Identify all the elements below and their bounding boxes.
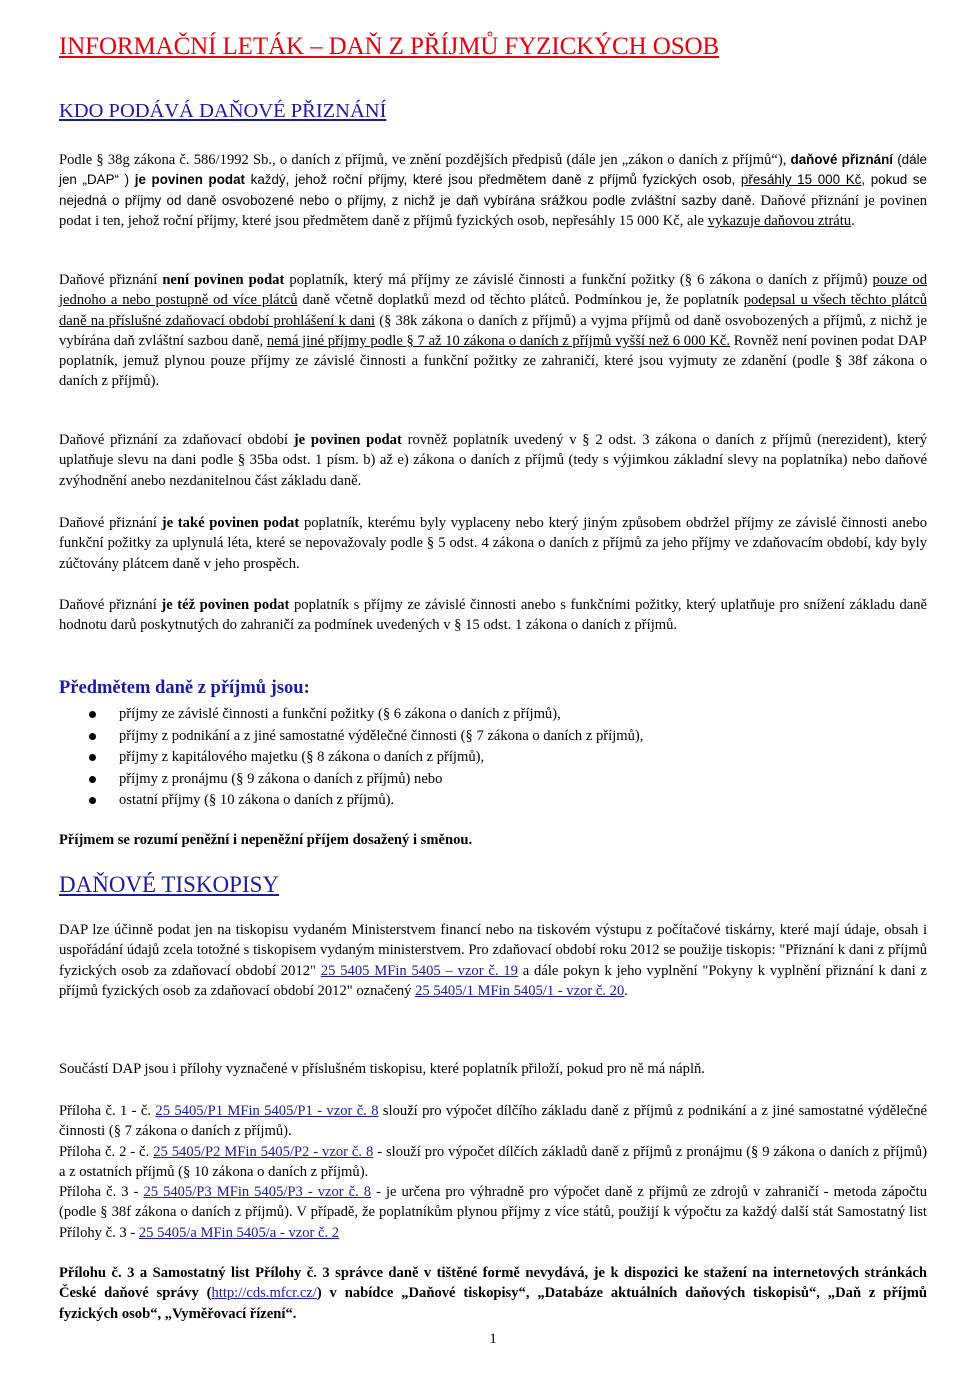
form-link-appendix-3[interactable]: 25 5405/P3 MFin 5405/P3 - vzor č. 8 (143, 1184, 372, 1201)
text-underlined: pouze od jednoho a nebo postupně od více plátců (59, 272, 927, 309)
text-bold: je též povinen podat (161, 597, 290, 613)
list-item-text: příjmy z pronájmu (§ 9 zákona o daních z příjmů) nebo (119, 770, 443, 787)
text-bold: je povinen podat (134, 172, 245, 188)
text: - je určena pro výhradně pro výpočet daně z příjmů ze zdrojů v zahraničí - metoda zápočtu (podle § 38f zákona o daních z příjmů). V případě, že poplatníkům plynou příjmy z více států, použijí k výpočtu za každý další stát Samostatný list Přílohy č. 3 - (59, 1184, 927, 1241)
income-note: Příjmem se rozumí peněžní i nepeněžní příjem dosažený i směnou. (59, 832, 473, 848)
text: , pokud se nejedná o příjmy od daně osvobozené nebo o příjmy, z nichž je daň vybírána srážkou podle zvláštní sazby daně. (59, 172, 928, 208)
paragraph-attachments: Součástí DAP jsou i přílohy vyznačené v příslušném tiskopisu, které poplatník přiloží, pokud pro ně má náplň. (59, 1061, 705, 1077)
list-item-text: příjmy z podnikání a z jiné samostatné výdělečné činnosti (§ 7 zákona o daních z příjmů), (119, 727, 644, 744)
subject-list (59, 704, 927, 812)
paragraph-past-years (59, 513, 927, 574)
text-bold: je povinen podat (293, 432, 402, 448)
section-heading-subject: Předmětem daně z příjmů jsou: (59, 678, 310, 698)
page-number: 1 (489, 1331, 497, 1347)
text: Daňové přiznání (59, 515, 162, 531)
text: Daňové přiznání (59, 272, 163, 288)
paragraph-download (59, 1263, 927, 1324)
text-bold: není povinen podat (162, 272, 285, 288)
text-underlined: nemá jiné příjmy podle § 7 až 10 zákona o daních z příjmů vyšší než 6 000 Kč. (266, 332, 731, 349)
text-bold: daňové přiznání (790, 152, 893, 167)
text: (§ 38k zákona o daních z příjmů) a vyjma příjmů od daně osvobozených a příjmů, z nichž je vybírána daň zvláštní sazbou daně, (59, 312, 927, 349)
text: . (851, 212, 855, 229)
page-title: INFORMAČNÍ LETÁK – DAŇ Z PŘÍJMŮ FYZICKÝCH OSOB (59, 33, 720, 60)
text: slouží pro výpočet dílčího základu daně z příjmů z podnikání a z jiné samostatné výdělečné činnosti (§ 7 zákona o daních z příjmů). (59, 1103, 927, 1140)
text: Přílohu č. 3 a Samostatný list Přílohy č. 3 správce daně v tištěné formě nevydává, je k dispozici ke stažení na internetových stránkách České daňové správy ( (59, 1265, 927, 1302)
text: daně včetně doplatků mezd od těchto plátců. Podmínkou je, že poplatník (297, 292, 744, 309)
form-link-dap[interactable]: 25 5405 MFin 5405 – vzor č. 19 (320, 962, 518, 979)
paragraph-forms (59, 920, 927, 1001)
form-link-instructions[interactable]: 25 5405/1 MFin 5405/1 - vzor č. 20 (415, 982, 625, 999)
text-underlined: podepsal u všech těchto plátců daně na příslušné zdaňovací období prohlášení k dani (59, 292, 927, 329)
bullet-icon (89, 711, 96, 718)
text: Daňové přiznání za zdaňovací období (59, 432, 294, 448)
text: . (624, 982, 628, 999)
text: a dále pokyn k jeho vyplnění "Pokyny k vyplnění přiznání k dani z příjmů fyzických osob za zdaňovací období 2012" označený (59, 962, 927, 999)
list-item (59, 726, 927, 748)
text: poplatník, kterému byly vyplaceny nebo který jiným způsobem obdržel příjmy ze závislé činnosti anebo funkční požitky za uplynulá léta, které se nepovažovaly podle § 5 odst. 4 zákona o daních z příjmů za jeho příjmy ve zdaňovacím období, kdy byly zúčtovány plátcem daně v jeho prospěch. (59, 515, 927, 572)
form-link-separate-sheet[interactable]: 25 5405/a MFin 5405/a - vzor č. 2 (138, 1224, 340, 1241)
section-heading-forms: DAŇOVÉ TISKOPISY (59, 872, 280, 897)
paragraph-not-obliged (59, 270, 927, 392)
paragraph-appendices (59, 1101, 927, 1243)
paragraph-nonresident (59, 430, 927, 491)
text: Podle § 38g zákona č. 586/1992 Sb., o daních z příjmů, ve znění pozdějších předpisů (dále jen „zákon o daních z příjmů“), (59, 152, 791, 168)
text: (dále jen „DAP“ ) (59, 152, 927, 188)
text: Příloha č. 2 - č. (59, 1143, 154, 1160)
form-link-appendix-1[interactable]: 25 5405/P1 MFin 5405/P1 - vzor č. 8 (155, 1103, 379, 1119)
text: poplatník, který má příjmy ze závislé činnosti a funkční požitky (§ 6 zákona o daních z příjmů) (284, 272, 873, 288)
text: každý, jehož roční příjmy, které jsou předmětem daně z příjmů fyzických osob, (244, 172, 741, 188)
list-item (59, 704, 927, 726)
text: ) v nabídce „Daňové tiskopisy“, „Databáze aktuálních daňových tiskopisů“, „Daň z příjmů fyzických osob“, „Vyměřovací řízení“. (59, 1285, 928, 1322)
list-item-text: příjmy ze závislé činnosti a funkční požitky (§ 6 zákona o daních z příjmů), (119, 706, 561, 722)
text-bold: je také povinen podat (161, 515, 300, 531)
list-item (59, 747, 927, 769)
text: Rovněž není povinen podat DAP poplatník, jemuž plynou pouze příjmy ze závislé činnosti a funkční požitky ze zahraničí, které jsou vyjmuty ze zdanění (podle § 38f zákona o daních z příjmů). (59, 332, 927, 390)
paragraph-gifts-abroad (59, 595, 927, 636)
text: - slouží pro výpočet dílčích základů daně z příjmů z pronájmu (§ 9 zákona o daních z příjmů) a z ostatních příjmů (§ 10 zákona o daních z příjmů). (59, 1143, 927, 1180)
text: Příloha č. 3 - (59, 1184, 144, 1201)
text-underlined: přesáhly 15 000 Kč (740, 172, 862, 188)
text: DAP lze účinně podat jen na tiskopisu vydaném Ministerstvem financí nebo na tiskovém výstupu z počítačové tiskárny, které mají údaje, obsah i uspořádání údajů zcela totožné s tiskopisem vydaným ministerstvem. Pro zdaňovací období roku 2012 se použije tiskopis: "Přiznání k dani z příjmů fyzických osob za zdaňovací období 2012" (59, 922, 927, 979)
cds-website-link[interactable]: http://cds.mfcr.cz/ (211, 1285, 317, 1302)
bullet-icon (89, 754, 96, 761)
list-item (59, 790, 927, 812)
text: rovněž poplatník uvedený v § 2 odst. 3 zákona o daních z příjmů (nerezident), který uplatňuje slevu na dani podle § 35ba odst. 1 písm. b) až e) zákona o daních z příjmů (tedy s výjimkou základní slevy na poplatníka) nebo daňové zvýhodnění anebo nezdanitelnou část základu daně. (59, 432, 927, 489)
list-item-text: příjmy z kapitálového majetku (§ 8 zákona o daních z příjmů), (119, 749, 485, 765)
section-heading-who-files: KDO PODÁVÁ DAŇOVÉ PŘIZNÁNÍ (59, 100, 387, 122)
text: Příloha č. 1 - č. (59, 1103, 156, 1119)
bullet-icon (89, 776, 96, 783)
text: poplatník s příjmy ze závislé činnosti anebo s funkčními požitky, který uplatňuje pro snížení základu daně hodnotu darů poskytnutých do zahraničí za podmínek uvedených v § 15 odst. 1 zákona o daních z příjmů. (59, 597, 927, 634)
paragraph-who-files (59, 150, 927, 231)
text: Daňové přiznání je povinen podat i ten, jehož roční příjmy, které jsou předmětem daně z příjmů fyzických osob, nepřesáhly 15 000 Kč, ale (59, 192, 928, 229)
text: Daňové přiznání (59, 597, 162, 613)
text-underlined: vykazuje daňovou ztrátu (707, 212, 852, 229)
form-link-appendix-2[interactable]: 25 5405/P2 MFin 5405/P2 - vzor č. 8 (153, 1143, 374, 1160)
bullet-icon (89, 733, 96, 740)
list-item (59, 769, 927, 791)
list-item-text: ostatní příjmy (§ 10 zákona o daních z příjmů). (119, 792, 395, 808)
bullet-icon (89, 797, 96, 804)
